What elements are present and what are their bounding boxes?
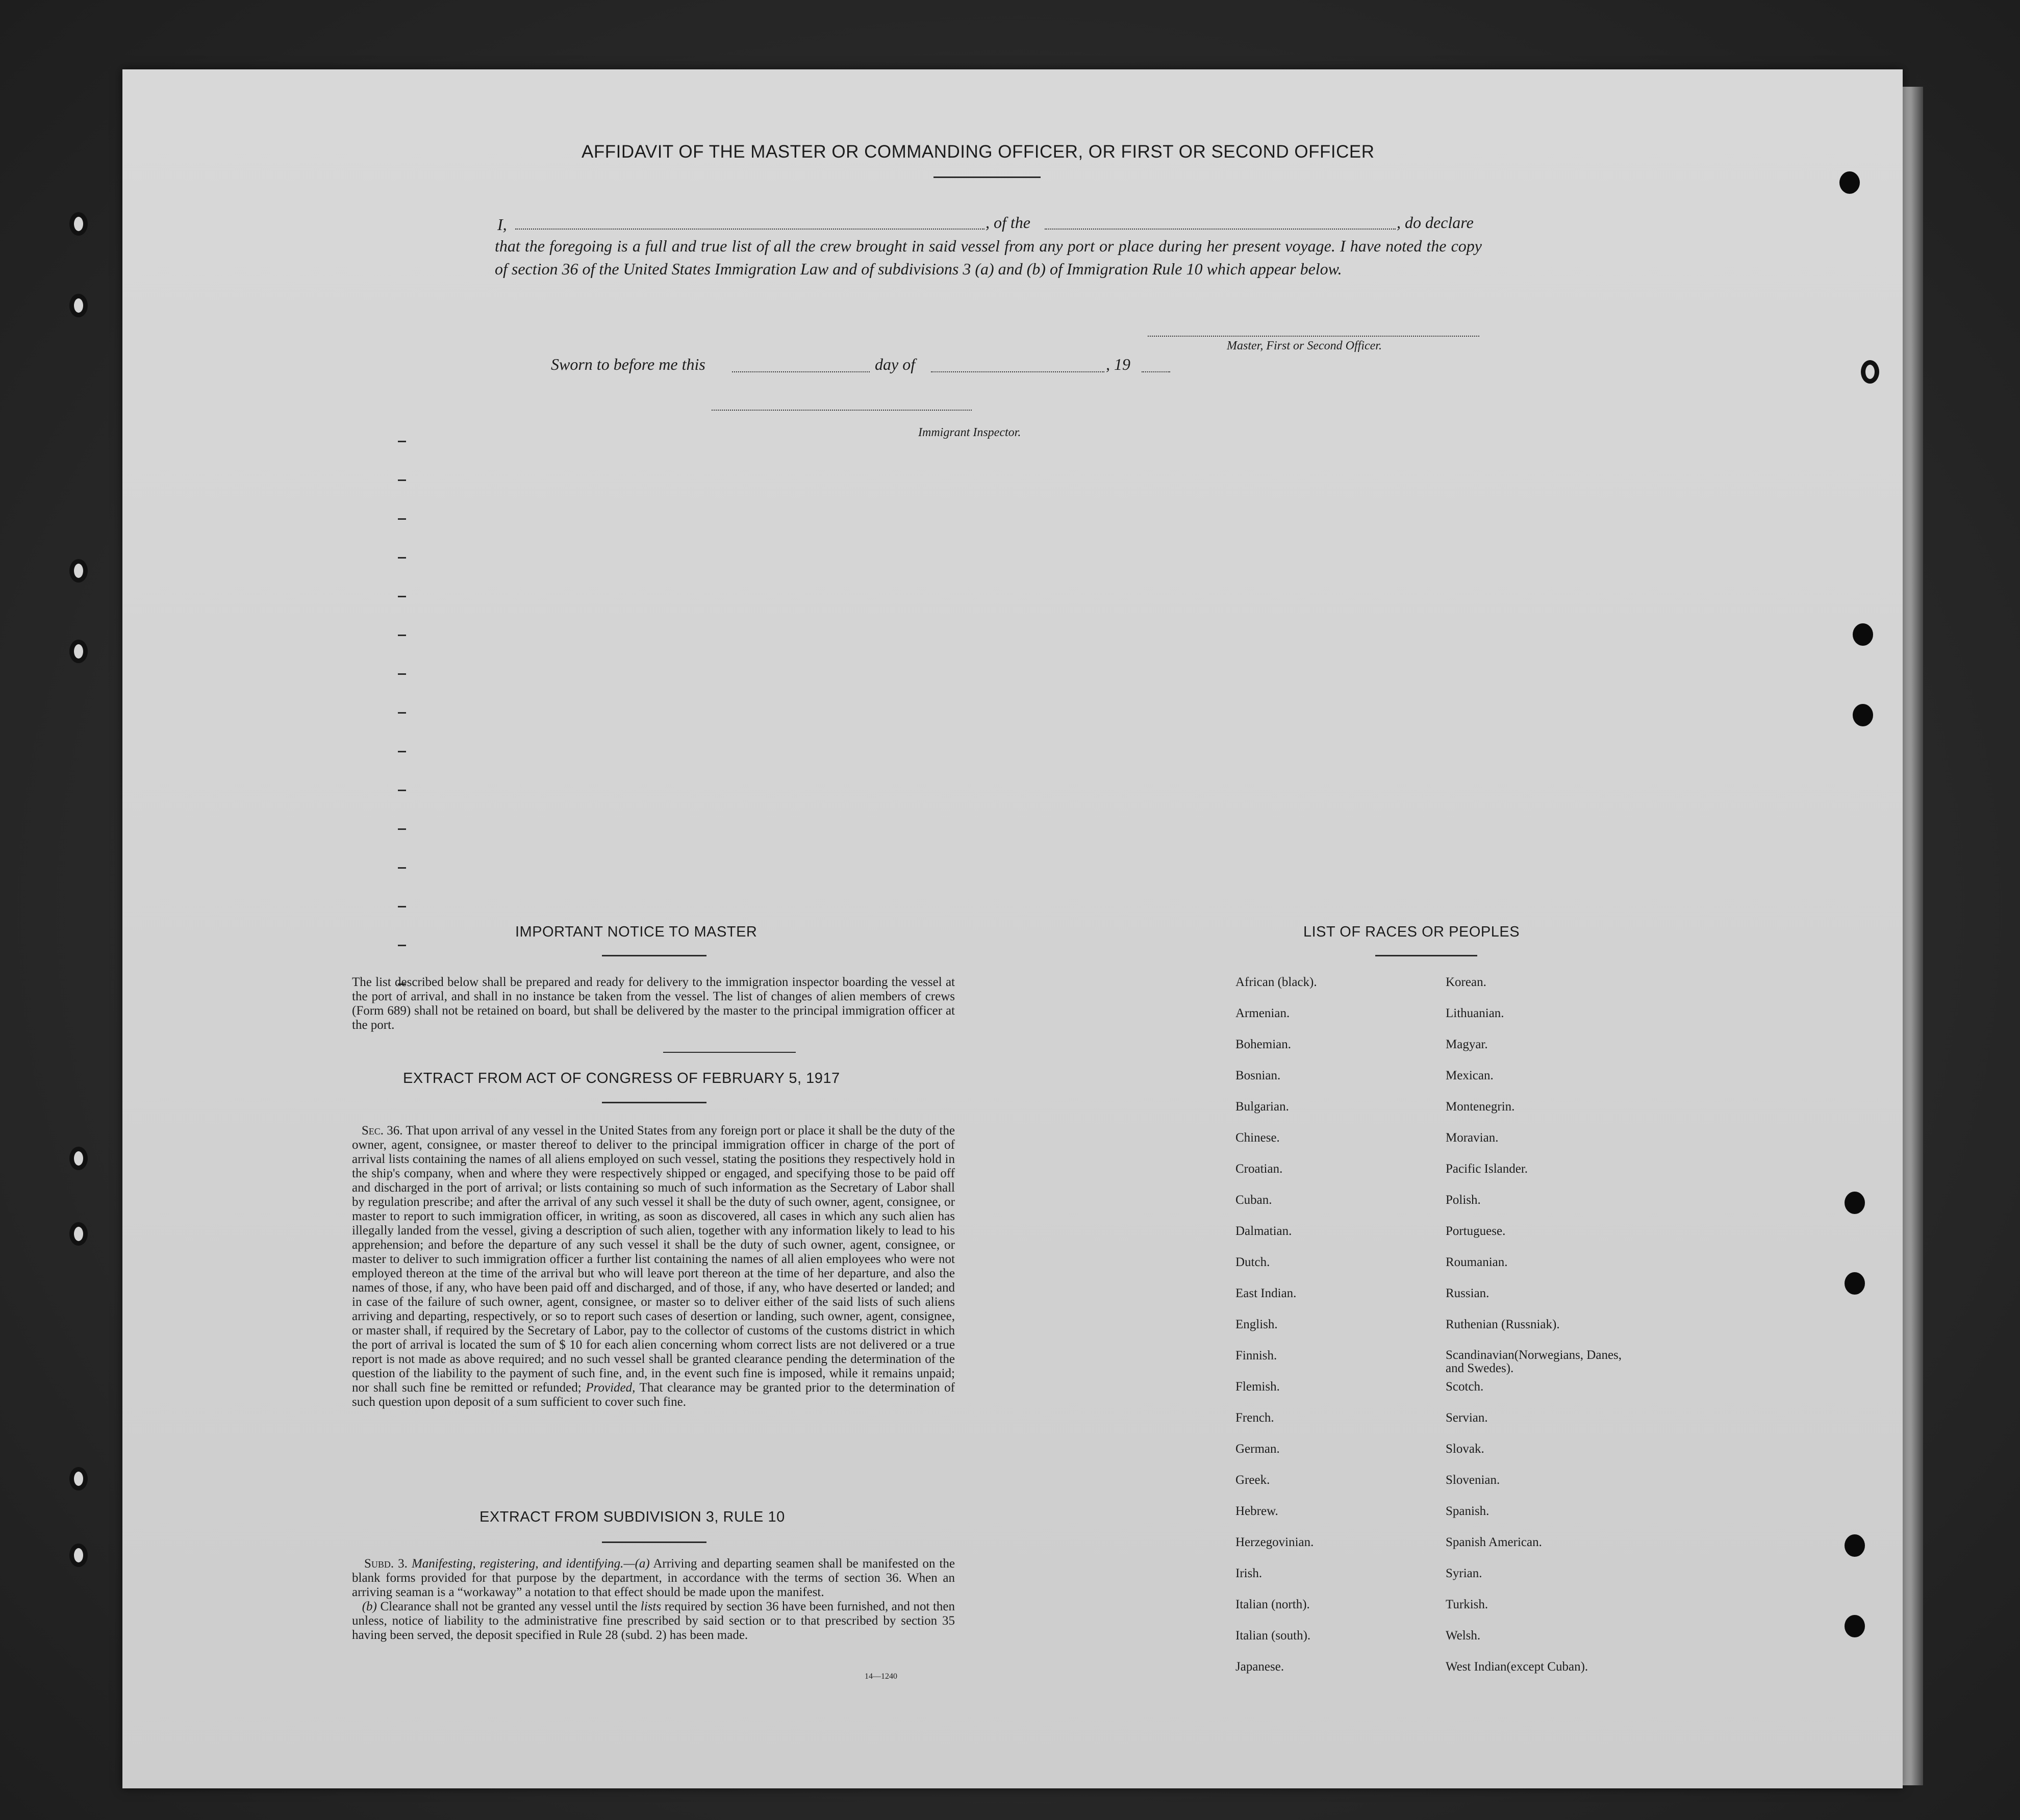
rule-text-a: Arriving and departing seamen shall be manifested on the blank forms provided for that purpose by the department, in accordance with the terms of section 36. When an arriving seaman is a “workaway” a notation to that effect should be made upon the manifest. xyxy=(352,1557,955,1599)
binder-hole xyxy=(69,640,88,663)
race-item: Welsh. xyxy=(1446,1629,1481,1642)
race-item: Slovenian. xyxy=(1446,1473,1500,1487)
act-body: That upon arrival of any vessel in the United States from any foreign port or place it shall be the duty of the owner, agent, consignee, or master thereof to deliver to the principal immigration officer in charge of the port of arrival lists containing the names of all aliens employed on such vessel, stating the positions they respectively hold in the ship's company, when and where they were respectively shipped or engaged, and specifying those to be paid off and discharged in the port of arrival; or lists containing so much of such information as the Secretary of Labor shall by regulation prescribe; and after the arrival of any such vessel it shall be the duty of such owner, agent, consignee, or master to report to such immigration officer, in writing, as soon as discovered, all cases in which any such alien has illegally landed from the vessel, giving a description of such alien, together with any information likely to lead to his apprehension; and before the departure of any such vessel it shall be the duty of such owner, agent, consignee, or master to deliver to such immigration officer a further list containing the names of all alien employees who were not employed thereon at the time of the arrival but who will leave port thereon at the time of her departure, and also the names of those, if any, who have been paid off and discharged, and of those, if any, who have deserted or landed; and in case of the failure of such owner, agent, consignee, or master so to deliver either of the said lists of such aliens arriving and departing, respectively, or so to report such cases of desertion or landing, such owner, agent, consignee, or master shall, if required by the Secretary of Labor, pay to the collector of customs of the customs district in which the port of arrival is located the sum of $ 10 for each alien concerning whom correct lists are not delivered or a true report is not made as above required; and no such vessel shall be granted clearance pending the determination of the question of the liability to the payment of such fine, and, in the event such fine is imposed, while it remains unpaid; nor shall such fine be remitted or refunded; xyxy=(352,1124,955,1395)
race-item: Herzegovinian. xyxy=(1235,1535,1314,1549)
race-item: Scotch. xyxy=(1446,1380,1484,1394)
race-item: Italian (south). xyxy=(1235,1629,1311,1642)
year-blank[interactable] xyxy=(1142,371,1170,372)
ghost-mark xyxy=(398,790,406,791)
section-lead: Sec. 36. xyxy=(361,1124,403,1138)
label-b: (b) xyxy=(362,1600,377,1613)
race-item: Montenegrin. xyxy=(1446,1100,1515,1114)
race-item: West Indian(except Cuban). xyxy=(1446,1660,1588,1674)
race-item: Croatian. xyxy=(1235,1162,1283,1176)
affidavit-title: AFFIDAVIT OF THE MASTER OR COMMANDING OFFICER, OR FIRST OR SECOND OFFICER xyxy=(582,142,1375,162)
day-blank[interactable] xyxy=(732,371,870,372)
race-item: Roumanian. xyxy=(1446,1255,1508,1269)
year-label: , 19 xyxy=(1106,355,1130,373)
act-extract-text xyxy=(352,1124,955,1409)
lists-word: lists xyxy=(640,1600,662,1613)
race-item: Lithuanian. xyxy=(1446,1006,1504,1020)
race-item: Moravian. xyxy=(1446,1131,1499,1145)
race-item: Syrian. xyxy=(1446,1566,1482,1580)
notice-title: IMPORTANT NOTICE TO MASTER xyxy=(515,924,757,940)
do-declare-label: , do declare xyxy=(1397,213,1474,232)
race-item: French. xyxy=(1235,1411,1274,1425)
race-item: Spanish. xyxy=(1446,1504,1489,1518)
race-item: Flemish. xyxy=(1235,1380,1280,1394)
race-item: Ruthenian (Russniak). xyxy=(1446,1318,1560,1331)
binder-hole xyxy=(1845,1192,1865,1214)
rule-heading: Manifesting, registering, and identifying.—(a) xyxy=(411,1557,650,1571)
race-item: Dalmatian. xyxy=(1235,1224,1292,1238)
act-underline xyxy=(602,1102,706,1103)
ghost-mark xyxy=(398,557,406,559)
race-item: Finnish. xyxy=(1235,1349,1277,1362)
binder-hole xyxy=(1845,1534,1865,1557)
races-underline xyxy=(1375,955,1477,956)
race-item: Mexican. xyxy=(1446,1069,1494,1082)
race-item: Irish. xyxy=(1235,1566,1262,1580)
binder-hole xyxy=(1853,704,1873,726)
race-item: Magyar. xyxy=(1446,1038,1488,1051)
ghost-mark xyxy=(398,518,406,520)
race-item: Korean. xyxy=(1446,975,1486,989)
provided-word: Provided, xyxy=(586,1381,636,1395)
name-blank[interactable] xyxy=(515,229,984,230)
race-item: Bohemian. xyxy=(1235,1038,1292,1051)
form-number: 14—1240 xyxy=(865,1672,897,1681)
notice-divider xyxy=(663,1052,796,1053)
binder-hole xyxy=(69,212,88,236)
sworn-label: Sworn to before me this xyxy=(551,355,705,373)
race-item: Hebrew. xyxy=(1235,1504,1278,1518)
race-item: Portuguese. xyxy=(1446,1224,1506,1238)
race-item: Bosnian. xyxy=(1235,1069,1281,1082)
rule-underline xyxy=(602,1541,706,1543)
binder-hole xyxy=(69,1147,88,1170)
ghost-mark xyxy=(398,828,406,830)
races-column-left xyxy=(1235,975,1317,1691)
rule-text-b-1: Clearance shall not be granted any vessel until the xyxy=(380,1600,638,1613)
binder-hole xyxy=(69,1544,88,1567)
title-underline xyxy=(933,176,1041,178)
ghost-mark xyxy=(398,945,406,946)
race-item: Chinese. xyxy=(1235,1131,1280,1145)
binder-hole xyxy=(69,294,88,317)
ghost-mark xyxy=(398,867,406,869)
ghost-mark xyxy=(398,596,406,597)
race-item: African (black). xyxy=(1235,975,1317,989)
binder-hole xyxy=(1845,1272,1865,1295)
notice-underline xyxy=(602,955,706,956)
race-item: Servian. xyxy=(1446,1411,1488,1425)
binder-hole xyxy=(1839,171,1860,194)
signature-blank[interactable] xyxy=(1148,336,1479,337)
race-item: East Indian. xyxy=(1235,1286,1297,1300)
ghost-mark xyxy=(398,479,406,481)
races-title: LIST OF RACES OR PEOPLES xyxy=(1303,924,1520,940)
i-label: I, xyxy=(497,215,507,234)
ghost-mark xyxy=(398,635,406,636)
race-item: Pacific Islander. xyxy=(1446,1162,1528,1176)
binder-hole xyxy=(1853,623,1873,646)
race-item: English. xyxy=(1235,1318,1278,1331)
binder-hole xyxy=(69,1222,88,1246)
race-item: Bulgarian. xyxy=(1235,1100,1289,1114)
race-item: Russian. xyxy=(1446,1286,1489,1300)
binder-hole xyxy=(1845,1615,1865,1637)
race-item: Scandinavian(Norwegians, Danes, and Swedes). xyxy=(1446,1348,1622,1375)
vessel-blank[interactable] xyxy=(1045,229,1396,230)
race-item: Dutch. xyxy=(1235,1255,1270,1269)
act-extract-title: EXTRACT FROM ACT OF CONGRESS OF FEBRUARY 5, 1917 xyxy=(403,1070,840,1086)
rule-text-b-2: required by section 36 have been furnished, and not then unless, notice of liability to the administrative fine prescribed by said section or to that prescribed by section 35 having been served, the deposit specified in Rule 28 (subd. 2) has been made. xyxy=(352,1600,955,1642)
subdivision-lead: Subd. 3. xyxy=(364,1557,408,1571)
race-item: Cuban. xyxy=(1235,1193,1272,1207)
rule-extract-title: EXTRACT FROM SUBDIVISION 3, RULE 10 xyxy=(479,1509,785,1525)
rule-extract-text xyxy=(352,1557,955,1642)
race-item: Greek. xyxy=(1235,1473,1270,1487)
ghost-mark xyxy=(398,673,406,675)
act-body-end: That clearance may be granted prior to the determination of such question upon deposit of a sum sufficient to cover such fine. xyxy=(352,1381,955,1409)
race-item: German. xyxy=(1235,1442,1280,1456)
notice-text: The list described below shall be prepared and ready for delivery to the immigration inspector boarding the vessel at the port of arrival, and shall in no instance be taken from the vessel. The list of changes of alien members of crews (Form 689) shall not be retained on board, but shall be delivered by the master to the principal immigration officer at the port. xyxy=(352,975,955,1032)
ghost-mark xyxy=(398,712,406,714)
inspector-signature-blank[interactable] xyxy=(712,410,972,411)
inspector-caption: Immigrant Inspector. xyxy=(918,426,1021,439)
race-item: Polish. xyxy=(1446,1193,1481,1207)
sworn-line xyxy=(551,355,705,374)
race-item: Slovak. xyxy=(1446,1442,1484,1456)
of-the-label: , of the xyxy=(986,213,1030,232)
ghost-mark xyxy=(398,441,406,442)
races-column-right xyxy=(1446,975,1639,1691)
binder-hole xyxy=(1861,360,1879,384)
race-item: Turkish. xyxy=(1446,1598,1488,1611)
race-item: Italian (north). xyxy=(1235,1598,1310,1611)
ghost-mark xyxy=(398,751,406,752)
binder-hole xyxy=(69,559,88,583)
signature-caption: Master, First or Second Officer. xyxy=(1227,339,1382,352)
declaration-text: that the foregoing is a full and true list of all the crew brought in said vessel from any port or place during her present voyage. I have noted the copy of section 36 of the United States Immigration Law and of subdivisions 3 (a) and (b) of Immigration Rule 10 which appear below. xyxy=(495,237,1482,278)
day-of-label: day of xyxy=(875,355,916,373)
ghost-mark xyxy=(398,906,406,907)
month-blank[interactable] xyxy=(931,371,1104,372)
race-item: Spanish American. xyxy=(1446,1535,1542,1549)
race-item: Japanese. xyxy=(1235,1660,1284,1674)
binder-hole xyxy=(69,1467,88,1490)
race-item: Armenian. xyxy=(1235,1006,1290,1020)
